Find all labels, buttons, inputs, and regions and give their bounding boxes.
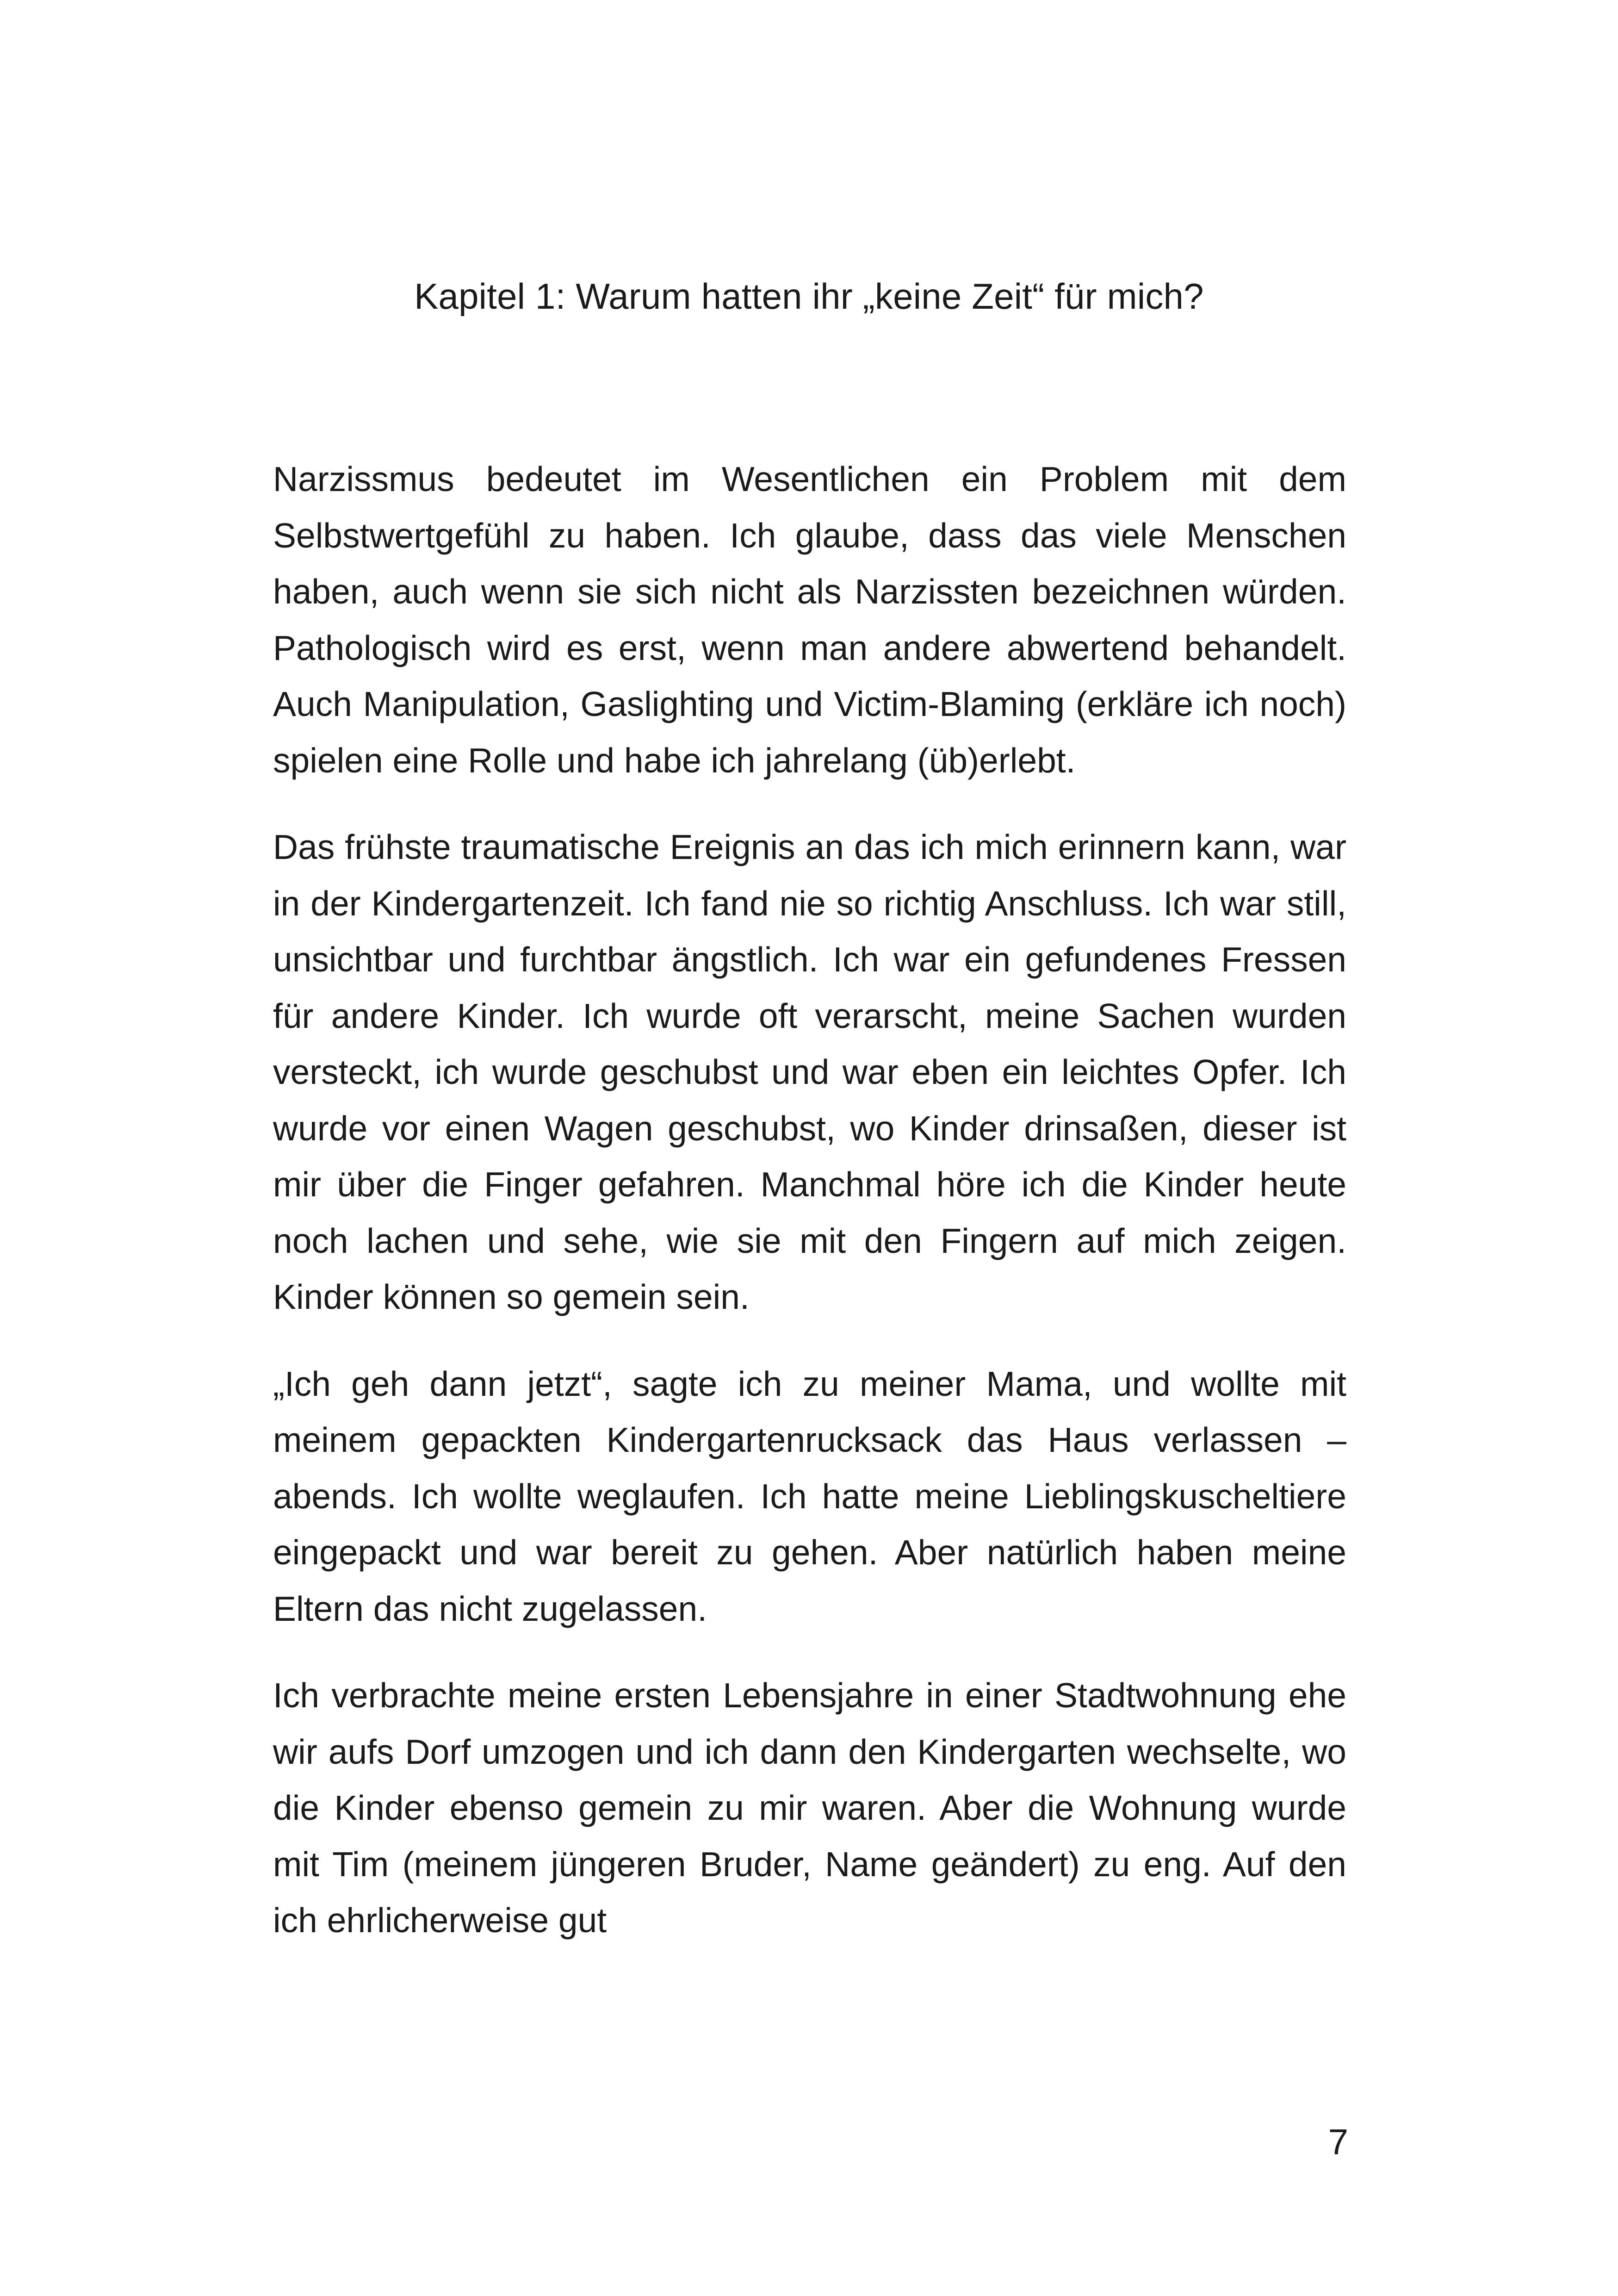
chapter-title: Kapitel 1: Warum hatten ihr „keine Zeit“ für mich?: [414, 276, 1204, 317]
paragraph: Das frühste traumatische Ereignis an das ich mich erinnern kann, war in der Kindergartenzeit. Ich fand nie so richtig Anschluss. Ich war still, unsichtbar und furchtbar ängstlich. Ich war ein gefundenes Fressen für andere Kinder. Ich wurde oft verarscht, meine Sachen wurden versteckt, ich wurde geschubst und war eben ein leichtes Opfer. Ich wurde vor einen Wagen geschubst, wo Kinder drinsaßen, dieser ist mir über die Finger gefahren. Manchmal höre ich die Kinder heute noch lachen und sehe, wie sie mit den Fingern auf mich zeigen. Kinder können so gemein sein.: [273, 828, 1346, 1316]
page-number: 7: [1328, 2122, 1348, 2162]
body-text: [273, 451, 1346, 1979]
paragraph: „Ich geh dann jetzt“, sagte ich zu meiner Mama, und wollte mit meinem gepackten Kindergartenrucksack das Haus verlassen – abends. Ich wollte weglaufen. Ich hatte meine Lieblingskuscheltiere eingepackt und war bereit zu gehen. Aber natürlich haben meine Eltern das nicht zugelassen.: [273, 1364, 1346, 1628]
paragraph: Narzissmus bedeutet im Wesentlichen ein Problem mit dem Selbstwertgefühl zu haben. Ich glaube, dass das viele Menschen haben, auch wenn sie sich nicht als Narzissten bezeichnen würden. Pathologisch wird es erst, wenn man andere abwertend behandelt. Auch Manipulation, Gaslighting und Victim-Blaming (erkläre ich noch) spielen eine Rolle und habe ich jahrelang (üb)erlebt.: [273, 460, 1346, 780]
paragraph: Ich verbrachte meine ersten Lebensjahre in einer Stadtwohnung ehe wir aufs Dorf umzogen und ich dann den Kindergarten wechselte, wo die Kinder ebenso gemein zu mir waren. Aber die Wohnung wurde mit Tim (meinem jüngeren Bruder, Name geändert) zu eng. Auf den ich ehrlicherweise gut: [273, 1676, 1346, 1940]
